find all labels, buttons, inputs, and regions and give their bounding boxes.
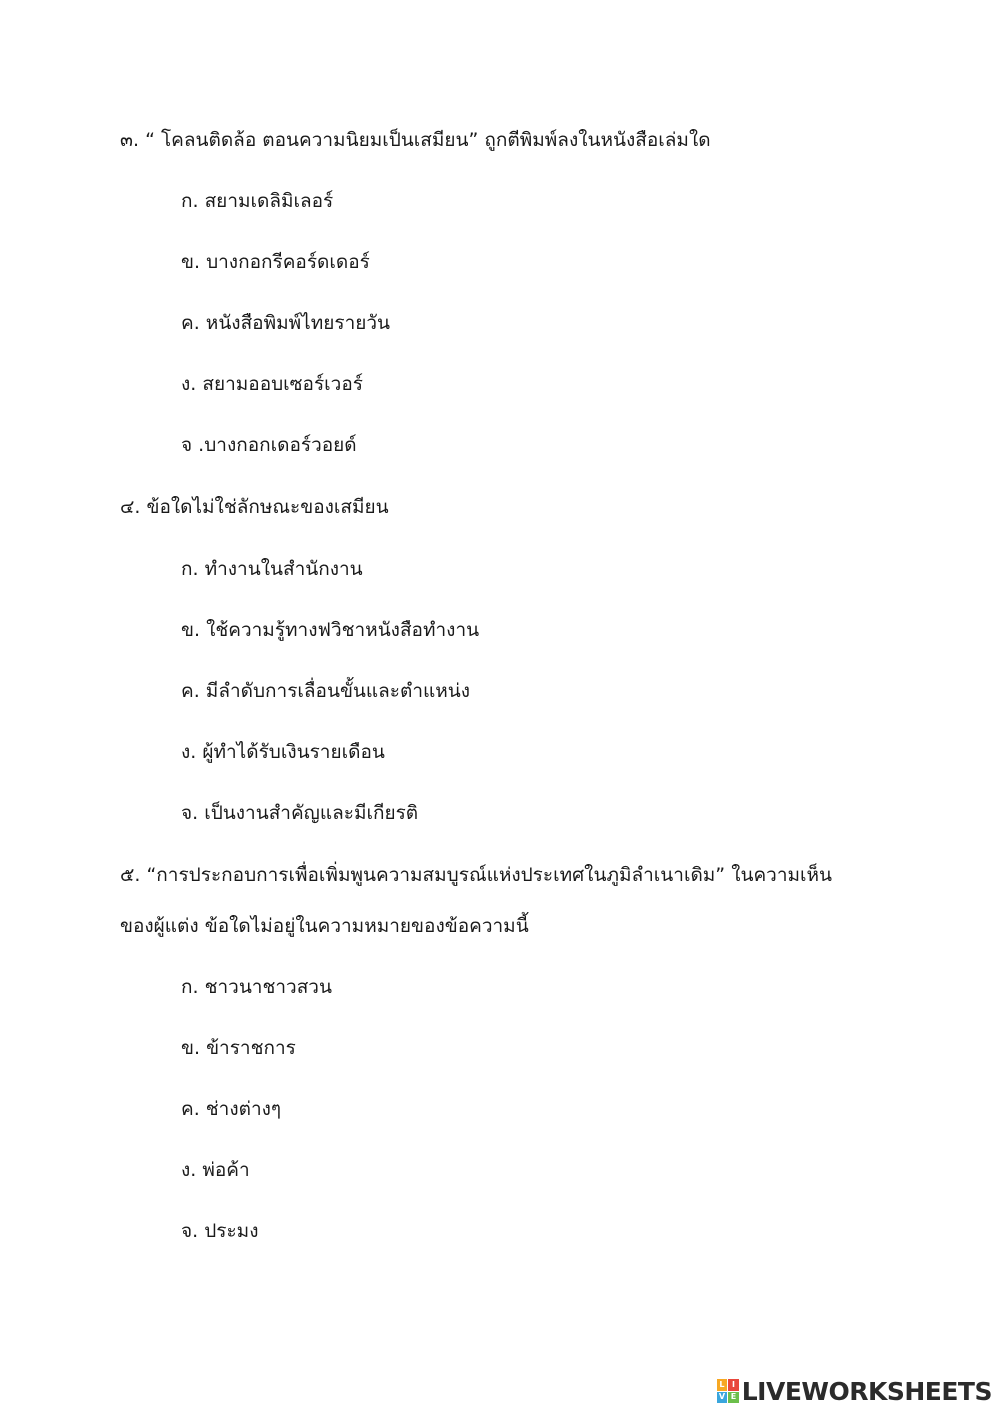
question-4-option-b[interactable]: ข. ใช้ความรู้ทางฟวิชาหนังสือทำงาน xyxy=(181,619,480,641)
question-3-option-c[interactable]: ค. หนังสือพิมพ์ไทยรายวัน xyxy=(181,312,391,334)
logo-mark-v: V xyxy=(717,1392,728,1404)
logo-mark-e: E xyxy=(728,1392,739,1404)
liveworksheets-logo xyxy=(717,1377,992,1405)
question-4-option-c[interactable]: ค. มีลำดับการเลื่อนขั้นและตำแหน่ง xyxy=(181,680,471,702)
logo-mark-i: I xyxy=(728,1379,739,1391)
question-5-option-b[interactable]: ข. ข้าราชการ xyxy=(181,1037,296,1059)
question-4-option-a[interactable]: ก. ทำงานในสำนักงาน xyxy=(181,558,363,580)
question-5-option-d[interactable]: ง. พ่อค้า xyxy=(181,1159,250,1181)
question-5-option-c[interactable]: ค. ช่างต่างๆ xyxy=(181,1098,282,1120)
question-5-text-continued: ของผู้แต่ง ข้อใดไม่อยู่ในความหมายของข้อความนี้ xyxy=(120,915,529,937)
question-3-option-b[interactable]: ข. บางกอกรีคอร์ดเดอร์ xyxy=(181,251,370,273)
question-4-option-d[interactable]: ง. ผู้ทำได้รับเงินรายเดือน xyxy=(181,741,385,763)
liveworksheets-logo-icon xyxy=(717,1379,739,1403)
logo-mark-l: L xyxy=(717,1379,728,1391)
question-3-option-d[interactable]: ง. สยามออบเซอร์เวอร์ xyxy=(181,373,363,395)
logo-text: LIVEWORKSHEETS xyxy=(741,1376,992,1406)
question-4-text: ๔. ข้อใดไม่ใช่ลักษณะของเสมียน xyxy=(120,496,389,518)
question-5-option-a[interactable]: ก. ชาวนาชาวสวน xyxy=(181,976,332,998)
question-5-option-e[interactable]: จ. ประมง xyxy=(181,1220,259,1242)
question-3-option-e[interactable]: จ .บางกอกเดอร์วอยด์ xyxy=(181,434,357,456)
question-5-text: ๕. “การประกอบการเพื่อเพิ่มพูนความสมบูรณ์แห่งประเทศในภูมิลำเนาเดิม” ในความเห็น xyxy=(120,864,833,886)
question-3-option-a[interactable]: ก. สยามเดลิมิเลอร์ xyxy=(181,190,334,212)
question-3-text: ๓. “ โคลนติดล้อ ตอนความนิยมเป็นเสมียน” ถูกตีพิมพ์ลงในหนังสือเล่มใด xyxy=(120,129,711,151)
question-4-option-e[interactable]: จ. เป็นงานสำคัญและมีเกียรติ xyxy=(181,802,419,824)
